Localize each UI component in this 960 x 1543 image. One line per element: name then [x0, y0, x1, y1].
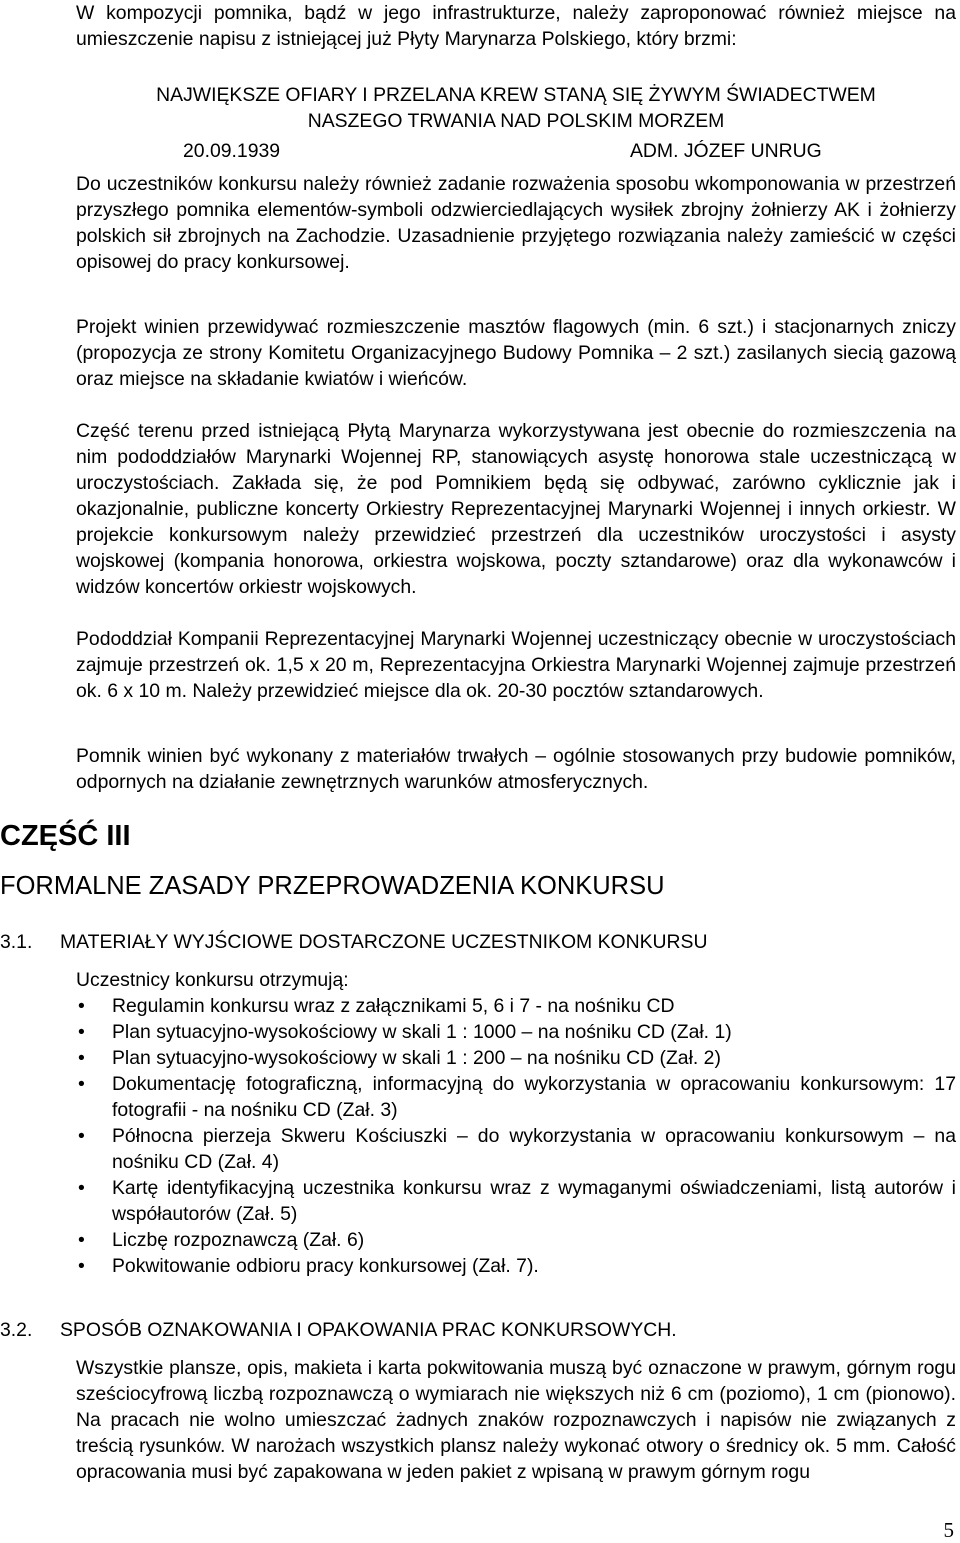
paragraph-symbols: Do uczestników konkursu należy również zadanie rozważenia sposobu wkomponowania w przestrzeń przyszłego pomnika elementów-symboli odzwierciedlających wysiłek zbrojny żołnierzy AK i żołnierzy polskich sił zbrojnych na Zachodzie. Uzasadnienie przyjętego rozwiązania należy zamieścić w części opisowej do pracy konkursowej. [76, 173, 956, 273]
bullet-icon: • [78, 1047, 85, 1069]
list-item: • Regulamin konkursu wraz z załącznikami 5, 6 i 7 - na nośniku CD [78, 995, 675, 1017]
intro-paragraph: W kompozycji pomnika, bądź w jego infrastrukturze, należy zaproponować również miejsce na umieszczenie napisu z istniejącej już Płyty Marynarza Polskiego, który brzmi: [76, 2, 956, 50]
quote-line-2: NASZEGO TRWANIA NAD POLSKIM MORZEM [307, 110, 725, 132]
bullet-icon: • [78, 1255, 85, 1277]
list-item: • Plan sytuacyjno-wysokościowy w skali 1 : 1000 – na nośniku CD (Zał. 1) [78, 1021, 732, 1043]
list-item: • Dokumentację fotograficzną, informacyjną do wykorzystania w opracowaniu konkursowym: 17 fotografii - na nośniku CD (Zał. 3) [78, 1073, 956, 1121]
list-item: • Północna pierzeja Skweru Kościuszki – do wykorzystania w opracowaniu konkursowym – na nośniku CD (Zał. 4) [78, 1125, 956, 1173]
bullet-icon: • [78, 1177, 85, 1199]
section-number: 3.2. [0, 1319, 33, 1341]
paragraph-company: Pododdział Kompanii Reprezentacyjnej Marynarki Wojennej uczestniczący obecnie w uroczystościach zajmuje przestrzeń ok. 1,5 x 20 m, Reprezentacyjna Orkiestra Marynarki Wojennej zajmuje przestrzeń ok. 6 x 10 m. Należy przewidzieć miejsce dla ok. 20-30 pocztów sztandarowych. [76, 628, 956, 702]
quote-date: 20.09.1939 [183, 140, 281, 162]
section-title: SPOSÓB OZNAKOWANIA I OPAKOWANIA PRAC KONKURSOWYCH. [60, 1319, 677, 1341]
section-3-1-intro: Uczestnicy konkursu otrzymują: [76, 969, 349, 991]
page-number: 5 [943, 1518, 954, 1542]
list-item: • Liczbę rozpoznawczą (Zał. 6) [78, 1229, 365, 1251]
section-number: 3.1. [0, 931, 33, 953]
section-title: MATERIAŁY WYJŚCIOWE DOSTARCZONE UCZESTNIKOM KONKURSU [60, 931, 708, 953]
materials-list [76, 993, 956, 1279]
paragraph-terrain: Część terenu przed istniejącą Płytą Marynarza wykorzystywana jest obecnie do rozmieszczenia na nim pododdziałów Marynarki Wojennej RP, stanowiących asystę honorowa stale uczestniczącą w uroczystościach. Zakłada się, że pod Pomnikiem będą się odbywać, zarówno cyklicznie jak i okazjonalnie, publiczne koncerty Orkiestry Reprezentacyjnej Marynarki Wojennej i innych orkiestr. W projekcie konkursowym należy przewidzieć przestrzeń dla uczestników uroczystości i asysty wojskowej (kompania honorowa, orkiestra wojskowa, poczty sztandarowe) oraz dla wykonawców i widzów koncertów orkiestr wojskowych. [76, 420, 956, 598]
quote-author: ADM. JÓZEF UNRUG [630, 140, 822, 162]
paragraph-flags: Projekt winien przewidywać rozmieszczenie masztów flagowych (min. 6 szt.) i stacjonarnych zniczy (propozycja ze strony Komitetu Organizacyjnego Budowy Pomnika – 2 szt.) zasilanych siecią gazową oraz miejsce na składanie kwiatów i wieńców. [76, 316, 956, 390]
list-item: • Plan sytuacyjno-wysokościowy w skali 1 : 200 – na nośniku CD (Zał. 2) [78, 1047, 721, 1069]
section-3-2-paragraph: Wszystkie plansze, opis, makieta i karta pokwitowania muszą być oznaczone w prawym, górnym rogu sześciocyfrową liczbą rozpoznawczą o wymiarach nie większych niż 6 cm (poziomo), 1 cm (pionowo). Na pracach nie wolno umieszczać żadnych znaków rozpoznawczych i napisów nie związanych z treścią rysunków. W narożach wszystkich plansz należy wykonać otwory o średnicy ok. 5 mm. Całość opracowania musi być zapakowana w jeden pakiet z wpisaną w prawym górnym rogu [76, 1357, 956, 1483]
paragraph-materials: Pomnik winien być wykonany z materiałów trwałych – ogólnie stosowanych przy budowie pomników, odpornych na działanie zewnętrznych warunków atmosferycznych. [76, 745, 956, 793]
list-item: • Kartę identyfikacyjną uczestnika konkursu wraz z wymaganymi oświadczeniami, listą autorów i współautorów (Zał. 5) [78, 1177, 956, 1225]
bullet-icon: • [78, 1125, 85, 1147]
bullet-icon: • [78, 995, 85, 1017]
section-3-2-heading [0, 1317, 960, 1343]
bullet-icon: • [78, 1229, 85, 1251]
bullet-icon: • [78, 1021, 85, 1043]
bullet-icon: • [78, 1073, 85, 1095]
part-heading: CZĘŚĆ III [0, 820, 131, 852]
section-3-1-heading [0, 929, 960, 955]
list-item: • Pokwitowanie odbioru pracy konkursowej (Zał. 7). [78, 1255, 539, 1277]
quote-line-1: NAJWIĘKSZE OFIARY I PRZELANA KREW STANĄ SIĘ ŻYWYM ŚWIADECTWEM [156, 84, 876, 106]
part-subheading: FORMALNE ZASADY PRZEPROWADZENIA KONKURSU [0, 872, 665, 900]
